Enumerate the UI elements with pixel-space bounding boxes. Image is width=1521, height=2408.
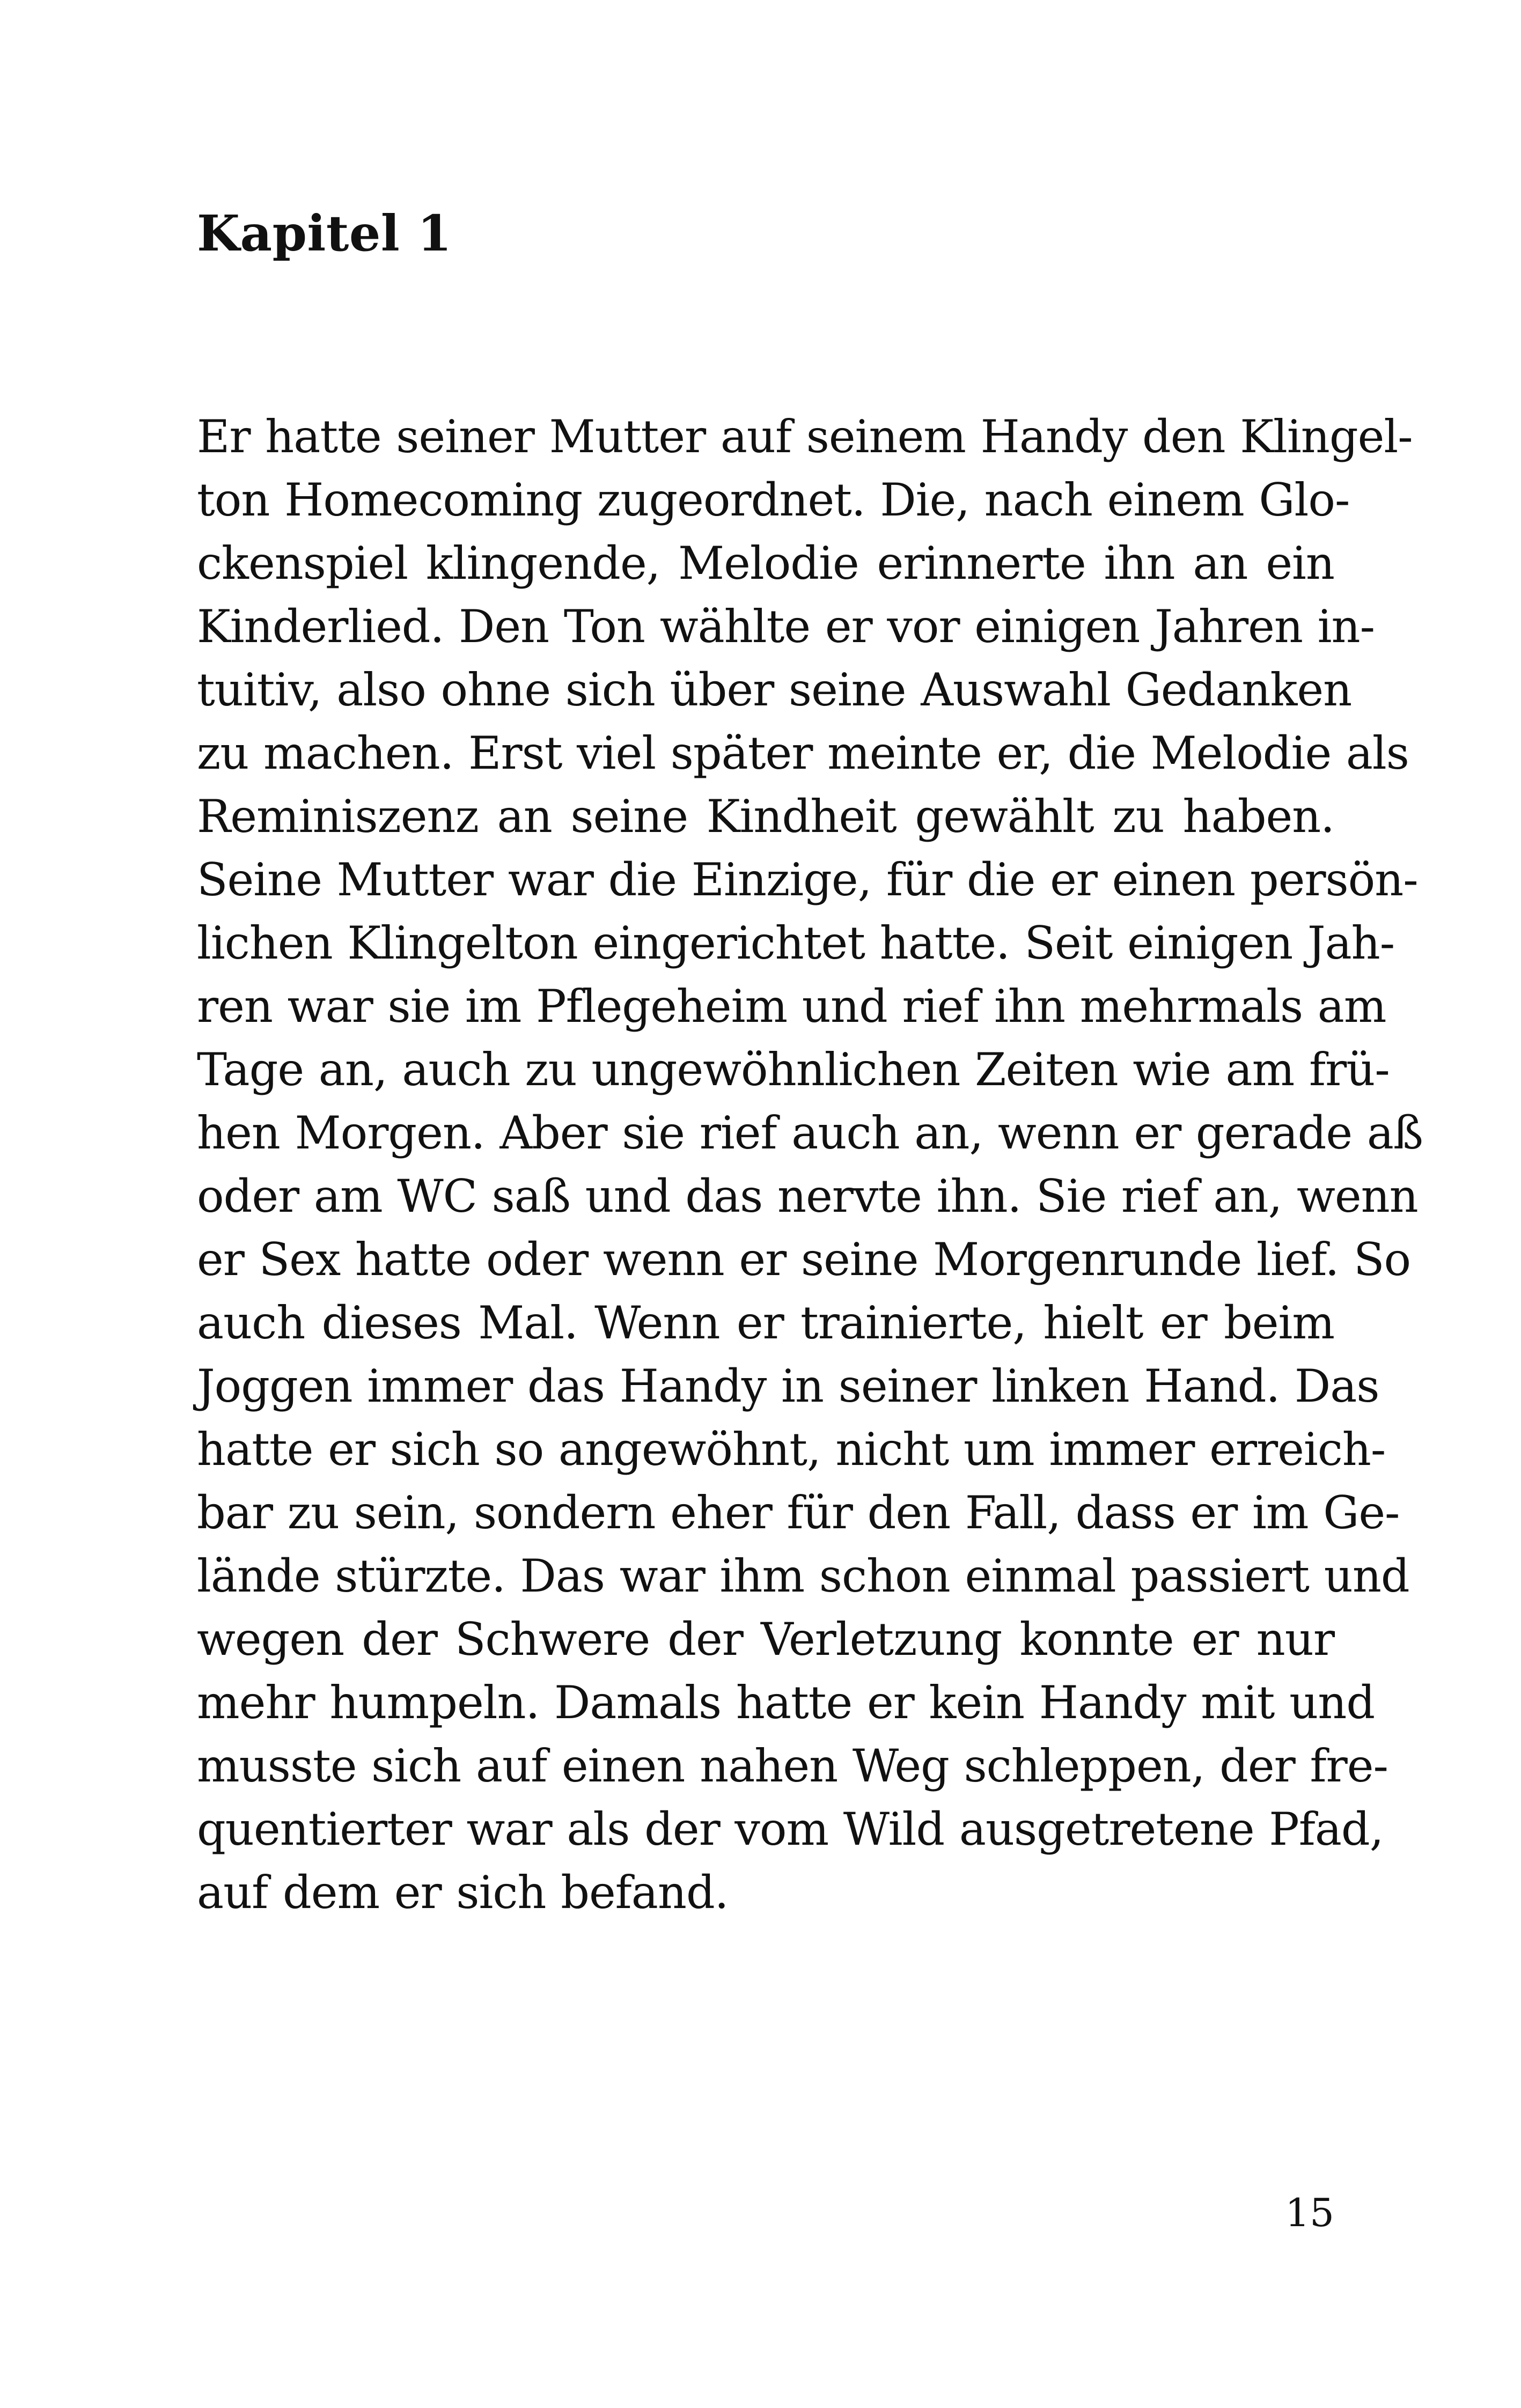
- text-line: Seine Mutter war die Einzige, für die er einen persön-: [197, 853, 1418, 906]
- text-line: tuitiv, also ohne sich über seine Auswahl Gedanken: [197, 664, 1352, 716]
- text-line: Er hatte seiner Mutter auf seinem Handy den Klingel-: [197, 410, 1413, 463]
- text-line: quentierter war als der vom Wild ausgetretene Pfad,: [197, 1803, 1384, 1855]
- text-line: Reminiszenz an seine Kindheit gewählt zu haben.: [197, 790, 1334, 843]
- text-line: wegen der Schwere der Verletzung konnte er nur: [197, 1613, 1334, 1666]
- text-line: Joggen immer das Handy in seiner linken Hand. Das: [197, 1360, 1379, 1412]
- text-line: hen Morgen. Aber sie rief auch an, wenn er gerade aß: [197, 1107, 1423, 1159]
- text-line: ckenspiel klingende, Melodie erinnerte ihn an ein: [197, 537, 1334, 590]
- page-number: 15: [1285, 2190, 1334, 2235]
- text-line: mehr humpeln. Damals hatte er kein Handy mit und: [197, 1676, 1375, 1729]
- text-line: er Sex hatte oder wenn er seine Morgenrunde lief. So: [197, 1233, 1411, 1286]
- text-line: auch dieses Mal. Wenn er trainierte, hielt er beim: [197, 1297, 1334, 1349]
- text-line: lände stürzte. Das war ihm schon einmal passiert und: [197, 1550, 1409, 1602]
- text-line: Kinderlied. Den Ton wählte er vor einigen Jahren in-: [197, 600, 1375, 653]
- text-line: ton Homecoming zugeordnet. Die, nach einem Glo-: [197, 474, 1350, 526]
- text-line: Tage an, auch zu ungewöhnlichen Zeiten wie am frü-: [197, 1043, 1390, 1096]
- chapter-title: Kapitel 1: [197, 204, 452, 262]
- text-line: ren war sie im Pflegeheim und rief ihn mehrmals am: [197, 980, 1386, 1033]
- body-paragraph: [197, 405, 1423, 1924]
- text-line: lichen Klingelton eingerichtet hatte. Seit einigen Jah-: [197, 917, 1395, 969]
- text-line: bar zu sein, sondern eher für den Fall, dass er im Ge-: [197, 1486, 1400, 1539]
- text-line: auf dem er sich befand.: [197, 1866, 729, 1919]
- text-line: hatte er sich so angewöhnt, nicht um immer erreich-: [197, 1423, 1386, 1476]
- text-line: oder am WC saß und das nervte ihn. Sie rief an, wenn: [197, 1170, 1418, 1223]
- text-line: musste sich auf einen nahen Weg schleppen, der fre-: [197, 1740, 1388, 1792]
- text-line: zu machen. Erst viel später meinte er, die Melodie als: [197, 727, 1409, 779]
